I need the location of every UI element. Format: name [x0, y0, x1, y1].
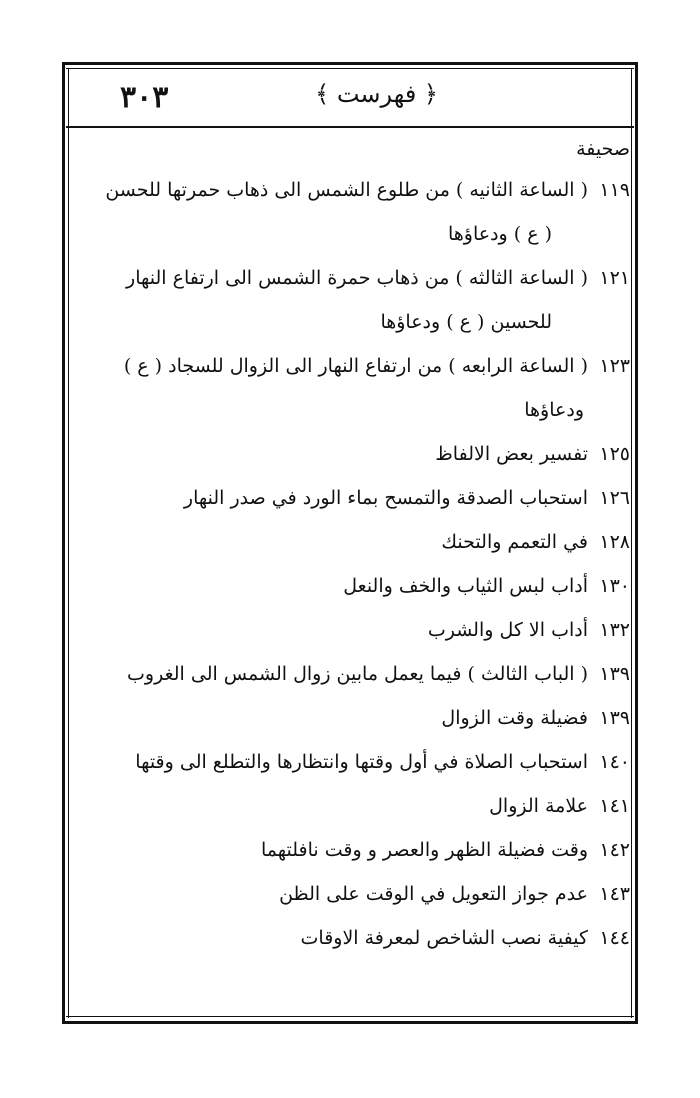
index-entry — [70, 740, 630, 784]
index-entry — [70, 476, 630, 520]
index-entry — [70, 872, 630, 916]
index-entry — [70, 696, 630, 740]
frame-top-rule-thick — [62, 62, 638, 65]
frame-right-rule-thick — [635, 62, 638, 1024]
entry-page-number: ١٢٦ — [599, 487, 630, 509]
entry-title: علامة الزوال — [489, 795, 588, 817]
frame-bottom-rule-thin — [66, 1016, 634, 1017]
index-entry — [70, 520, 630, 564]
entry-title: ( الباب الثالث ) فيما يعمل مابين زوال الشمس الى الغروب — [127, 663, 588, 685]
entry-page-number: ١٤٤ — [599, 927, 630, 949]
index-title: ﴿ فهرست ﴾ — [315, 80, 438, 108]
entry-continuation — [70, 212, 630, 256]
entry-page-number: ١٣٩ — [599, 707, 630, 729]
index-entry — [70, 916, 630, 960]
entry-page-number: ١٢١ — [599, 267, 630, 289]
index-list — [70, 130, 630, 1010]
entry-title-continued: ودعاؤها — [524, 399, 584, 421]
entry-title: ( الساعة الثانيه ) من طلوع الشمس الى ذهاب حمرتها للحسن — [105, 179, 588, 201]
entry-title: ( الساعة الرابعه ) من ارتفاع النهار الى الزوال للسجاد ( ع ) — [123, 355, 588, 377]
index-entry — [70, 652, 630, 696]
entry-title-continued: للحسين ( ع ) ودعاؤها — [380, 311, 552, 333]
entry-title-continued: ( ع ) ودعاؤها — [447, 223, 552, 245]
entry-page-number: ١٤٢ — [599, 839, 630, 861]
page-number: ٣٠٣ — [120, 80, 169, 115]
page-header — [78, 80, 638, 124]
frame-left-rule-thin — [68, 68, 69, 1018]
frame-bottom-rule-thick — [62, 1021, 638, 1024]
entry-continuation — [70, 300, 630, 344]
entry-title: تفسير بعض الالفاظ — [435, 443, 588, 465]
index-entry — [70, 256, 630, 300]
entry-title: عدم جواز التعويل في الوقت على الظن — [279, 883, 588, 905]
header-divider-rule — [66, 126, 634, 128]
entry-title: ( الساعة الثالثه ) من ذهاب حمرة الشمس الى ارتفاع النهار — [126, 267, 588, 289]
entry-title: أداب الا كل والشرب — [427, 619, 588, 641]
entry-page-number: ١٢٨ — [599, 531, 630, 553]
index-entry — [70, 608, 630, 652]
entry-page-number: ١١٩ — [599, 179, 630, 201]
index-entry — [70, 168, 630, 212]
entry-page-number: ١٣٢ — [599, 619, 630, 641]
index-entry — [70, 784, 630, 828]
frame-top-rule-thin — [66, 68, 634, 69]
entry-continuation — [70, 388, 630, 432]
index-entry — [70, 344, 630, 388]
entry-title: كيفية نصب الشاخص لمعرفة الاوقات — [300, 927, 588, 949]
entry-title: أداب لبس الثياب والخف والنعل — [343, 575, 588, 597]
page-column-heading: صحيفة — [576, 138, 630, 160]
entry-page-number: ١٤١ — [599, 795, 630, 817]
entry-page-number: ١٢٥ — [599, 443, 630, 465]
entry-title: فضيلة وقت الزوال — [441, 707, 588, 729]
entry-title: في التعمم والتحنك — [441, 531, 588, 553]
frame-left-rule-thick — [62, 62, 65, 1024]
entry-page-number: ١٤٠ — [599, 751, 630, 773]
frame-right-rule-thin — [631, 68, 632, 1018]
index-entry — [70, 828, 630, 872]
entry-page-number: ١٤٣ — [599, 883, 630, 905]
entry-page-number: ١٣٠ — [599, 575, 630, 597]
entry-page-number: ١٢٣ — [599, 355, 630, 377]
index-entry — [70, 564, 630, 608]
entry-page-number: ١٣٩ — [599, 663, 630, 685]
entry-title: استحباب الصدقة والتمسح بماء الورد في صدر النهار — [183, 487, 588, 509]
entry-title: وقت فضيلة الظهر والعصر و وقت نافلتهما — [261, 839, 588, 861]
index-entry — [70, 432, 630, 476]
entry-title: استحباب الصلاة في أول وقتها وانتظارها والتطلع الى وقتها — [135, 751, 588, 773]
